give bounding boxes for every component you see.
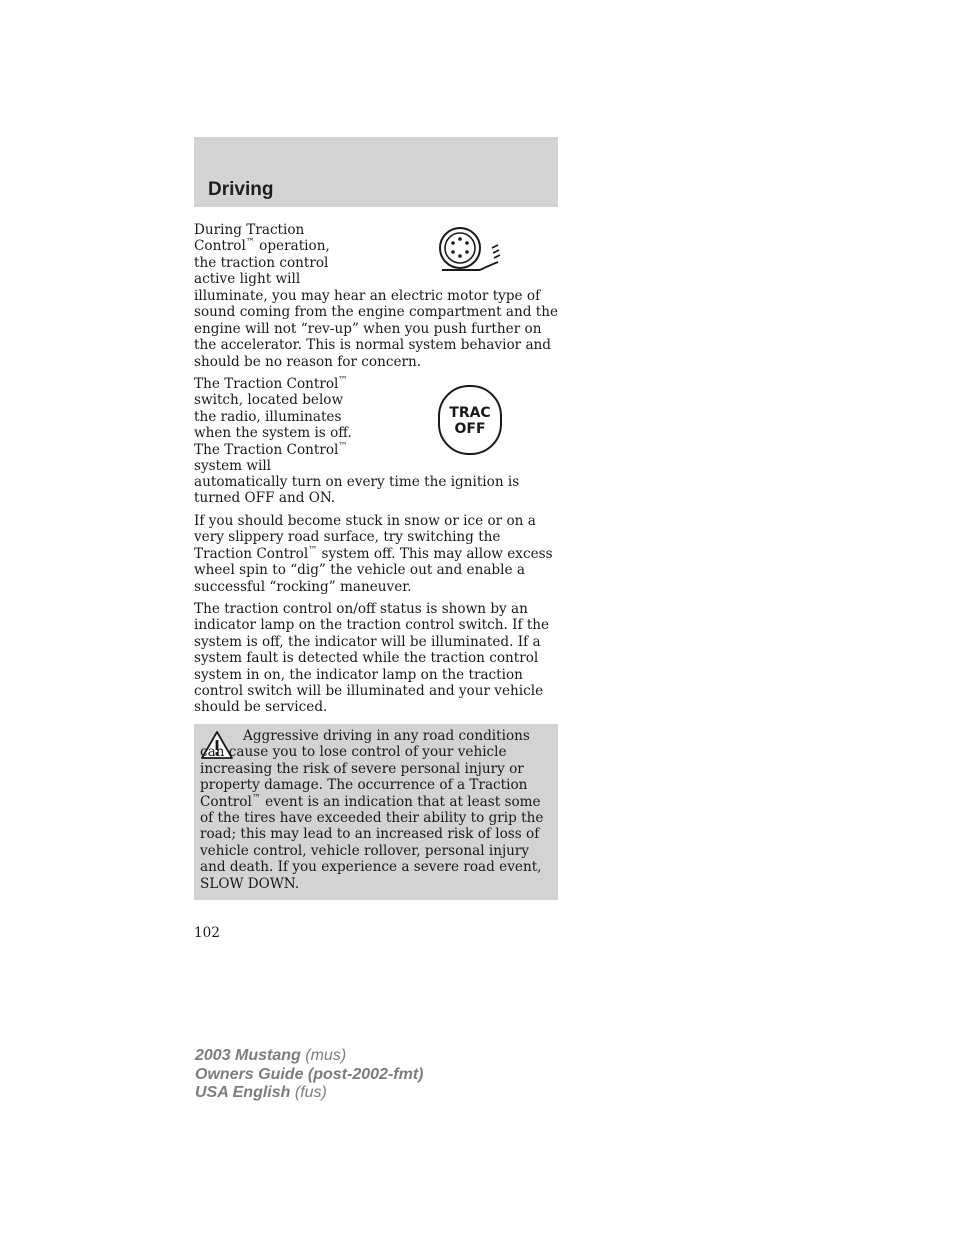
warning-text: Aggressive driving in any road conditions can cause you to lose control of your vehicle increasing the risk of severe personal injury or property damage. The occurrence of a Traction Control™ event is an indication that at least some of the tires have exceeded their ability to grip the road; this may lead to an increased risk of loss of vehicle control, vehicle rollover, personal injury and death. If you experience a severe road event, SLOW DOWN. [200, 728, 544, 892]
document-footer: 2003 Mustang (mus) Owners Guide (post-2002-fmt) USA English (fus) [195, 1047, 424, 1101]
para3-text: If you should become stuck in snow or ice or on a very slippery road surface, try switching the Traction Control™ system off. This may allow excess wheel spin to “dig” the vehicle out and enable a successful “rocking” maneuver. [194, 513, 553, 595]
para1-text: illuminate, you may hear an electric motor type of sound coming from the engine compartment and the engine will not “rev-up” when you push further on the accelerator. This is normal system behavior and should be no reason for concern. [194, 288, 559, 370]
warning-box [194, 724, 558, 900]
trac-off-button-icon [437, 384, 503, 460]
traction-control-light-icon [434, 224, 504, 278]
para1-side-text: During Traction Control™ operation, the traction control active light will [194, 222, 330, 288]
para2-text: automatically turn on every time the ignition is turned OFF and ON. [194, 474, 520, 507]
section-title: Driving [208, 179, 274, 200]
para4-text: The traction control on/off status is shown by an indicator lamp on the traction control switch. If the system is off, the indicator will be illuminated. If a system fault is detected while the traction control system in on, the indicator lamp on the traction control switch will be illuminated and your vehicle should be serviced. [194, 601, 550, 716]
section-header [194, 137, 558, 207]
page-number: 102 [194, 925, 220, 941]
para2-side-text: The Traction Control™ switch, located below the radio, illuminates when the system is off. The Traction Control™ system will [194, 375, 352, 475]
off-label: OFF [454, 421, 486, 437]
trac-label: TRAC [449, 405, 491, 421]
